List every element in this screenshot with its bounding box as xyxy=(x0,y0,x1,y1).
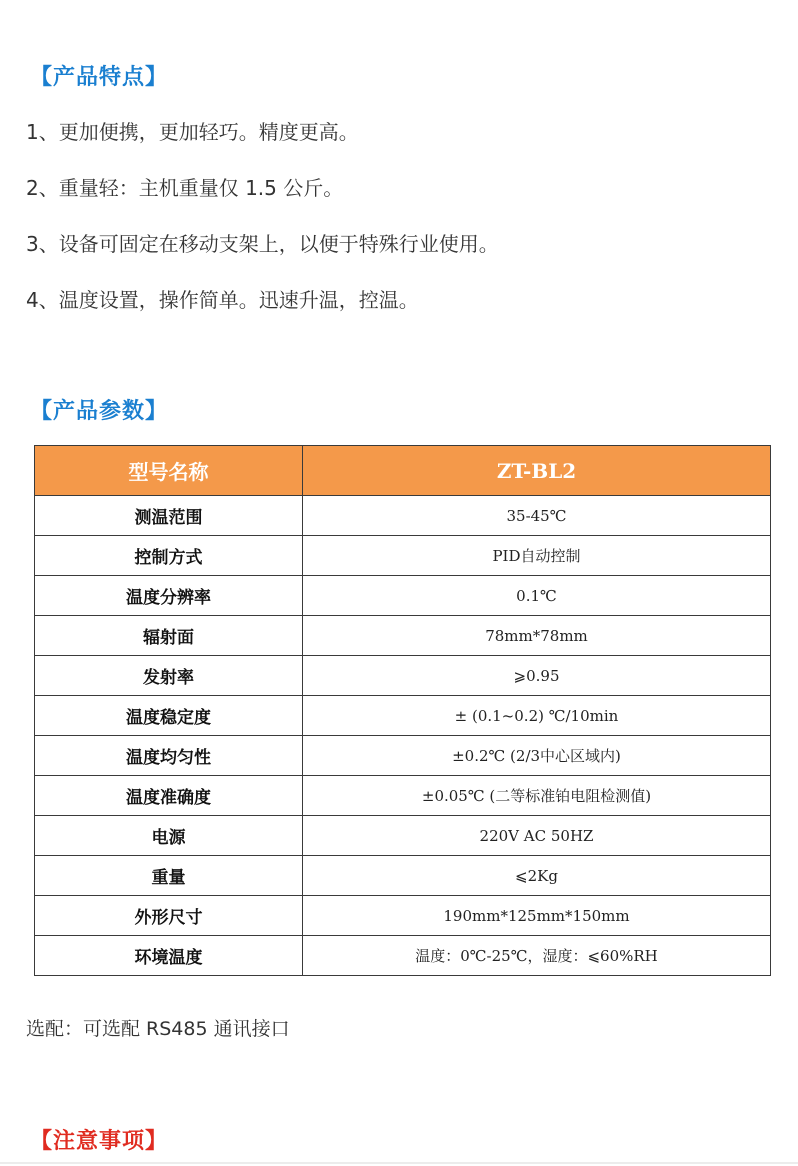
param-label: 温度均匀性 xyxy=(35,736,303,776)
param-label: 控制方式 xyxy=(35,536,303,576)
features-title: 【产品特点】 xyxy=(30,65,169,90)
param-label: 发射率 xyxy=(35,656,303,696)
table-row xyxy=(35,576,771,616)
param-value: ⩽2Kg xyxy=(303,856,771,896)
param-value: ±0.05℃ (二等标准铂电阻检测值) xyxy=(303,776,771,816)
params-table xyxy=(34,445,771,976)
feature-item-4: 4、温度设置，操作简单。迅速升温，控温。 xyxy=(26,288,419,312)
param-label: 环境温度 xyxy=(35,936,303,976)
params-title: 【产品参数】 xyxy=(30,399,169,424)
param-value: 78mm*78mm xyxy=(303,616,771,656)
param-value: 190mm*125mm*150mm xyxy=(303,896,771,936)
table-row xyxy=(35,936,771,976)
table-row xyxy=(35,776,771,816)
table-header-row xyxy=(35,446,771,496)
feature-item-2: 2、重量轻：主机重量仅 1.5 公斤。 xyxy=(26,176,344,200)
param-label: 重量 xyxy=(35,856,303,896)
param-label: 电源 xyxy=(35,816,303,856)
feature-item-1: 1、更加便携，更加轻巧。精度更高。 xyxy=(26,120,359,144)
param-value: 35-45℃ xyxy=(303,496,771,536)
table-row xyxy=(35,656,771,696)
param-value: ± (0.1~0.2) ℃/10min xyxy=(303,696,771,736)
param-value: 0.1℃ xyxy=(303,576,771,616)
table-row xyxy=(35,696,771,736)
optional-accessory-note: 选配：可选配 RS485 通讯接口 xyxy=(26,1018,290,1040)
param-value: 220V AC 50HZ xyxy=(303,816,771,856)
table-row xyxy=(35,856,771,896)
param-value: ⩾0.95 xyxy=(303,656,771,696)
header-value: ZT-BL2 xyxy=(303,446,771,496)
param-label: 温度稳定度 xyxy=(35,696,303,736)
precautions-title: 【注意事项】 xyxy=(30,1129,169,1154)
param-label: 测温范围 xyxy=(35,496,303,536)
feature-item-3: 3、设备可固定在移动支架上，以便于特殊行业使用。 xyxy=(26,232,499,256)
param-value: PID自动控制 xyxy=(303,536,771,576)
table-row xyxy=(35,496,771,536)
header-label: 型号名称 xyxy=(35,446,303,496)
table-row xyxy=(35,616,771,656)
divider xyxy=(0,1162,798,1164)
table-row xyxy=(35,736,771,776)
table-row xyxy=(35,536,771,576)
param-value: ±0.2℃ (2/3中心区域内) xyxy=(303,736,771,776)
param-value: 温度：0℃-25℃，湿度：⩽60%RH xyxy=(303,936,771,976)
param-label: 温度准确度 xyxy=(35,776,303,816)
param-label: 外形尺寸 xyxy=(35,896,303,936)
param-label: 辐射面 xyxy=(35,616,303,656)
table-row xyxy=(35,816,771,856)
param-label: 温度分辨率 xyxy=(35,576,303,616)
table-row xyxy=(35,896,771,936)
